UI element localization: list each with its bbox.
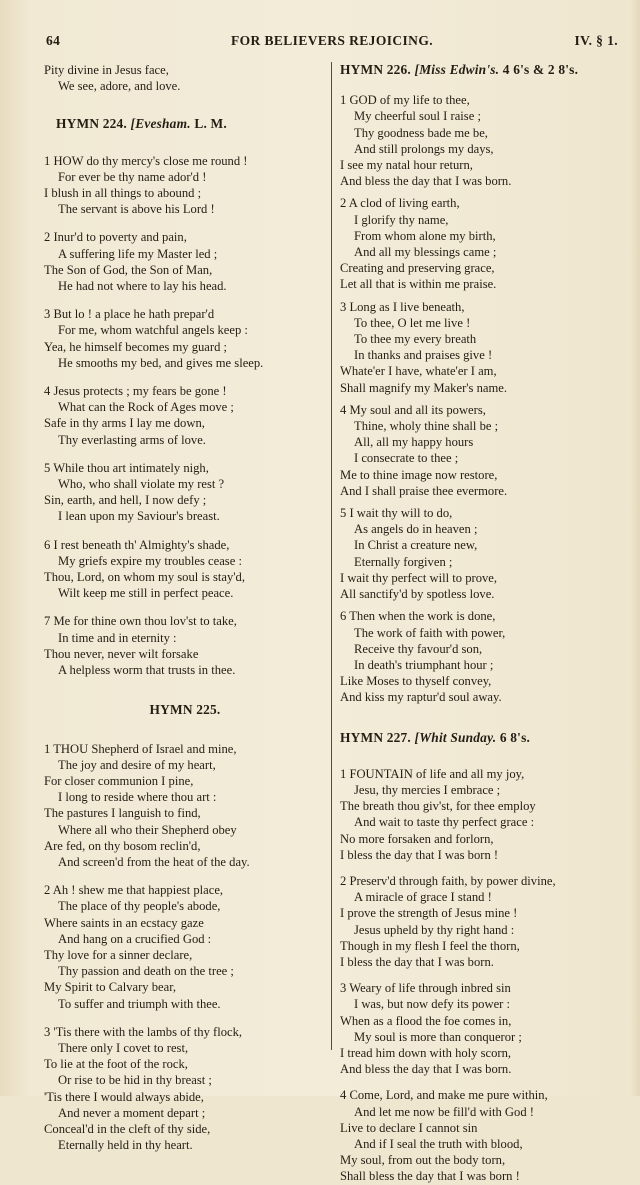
verse-line: The Son of God, the Son of Man, bbox=[44, 262, 213, 277]
verse-line: 4 Come, Lord, and make me pure within, bbox=[340, 1088, 548, 1103]
column-divider bbox=[331, 62, 332, 1050]
verse bbox=[340, 873, 626, 970]
verse-line: When as a flood the foe comes in, bbox=[340, 1013, 512, 1028]
verse-line: I bless the day that I was born. bbox=[340, 954, 494, 969]
verse bbox=[44, 229, 326, 294]
verse-line: Whate'er I have, whate'er I am, bbox=[340, 364, 497, 379]
verse bbox=[340, 1087, 626, 1184]
hymn-number: HYMN 225. bbox=[149, 702, 221, 718]
verse-line: 5 I wait thy will to do, bbox=[340, 506, 453, 521]
verse-line: For me, whom watchful angels keep : bbox=[58, 323, 248, 338]
hymn-224-heading bbox=[44, 116, 326, 132]
verse-line: I wait thy perfect will to prove, bbox=[340, 570, 498, 585]
verse-line: Creating and preserving grace, bbox=[340, 261, 495, 276]
verse-line: And kiss my raptur'd soul away. bbox=[340, 690, 502, 705]
verse bbox=[44, 882, 326, 1012]
verse-line: 3 Weary of life through inbred sin bbox=[340, 981, 511, 996]
verse-line: In time and in eternity : bbox=[58, 630, 177, 645]
tune-name: [Whit Sunday. bbox=[414, 729, 497, 745]
section-mark: IV. § 1. bbox=[574, 33, 618, 48]
verse-line: My cheerful soul I raise ; bbox=[354, 109, 481, 124]
verse-line: I consecrate to thee ; bbox=[354, 451, 459, 466]
verse-line: I bless the day that I was born ! bbox=[340, 847, 499, 862]
verse-line: 'Tis there I would always abide, bbox=[44, 1089, 204, 1104]
verse-line: Jesu, thy mercies I embrace ; bbox=[354, 782, 501, 797]
verse-line: A helpless worm that trusts in thee. bbox=[58, 663, 236, 678]
verse-line: 5 While thou art intimately nigh, bbox=[44, 460, 209, 475]
verse-line: The breath thou giv'st, for thee employ bbox=[340, 799, 536, 814]
verse-line: 1 THOU Shepherd of Israel and mine, bbox=[44, 741, 237, 756]
verse-line: And if I seal the truth with blood, bbox=[354, 1136, 523, 1151]
verse-line: My soul is more than conqueror ; bbox=[354, 1029, 522, 1044]
verse bbox=[44, 537, 326, 602]
hymn-227-heading bbox=[340, 730, 626, 746]
verse bbox=[44, 153, 326, 218]
verse-line: Where saints in an ecstacy gaze bbox=[44, 915, 204, 930]
verse-line: And screen'd from the heat of the day. bbox=[58, 854, 250, 869]
verse-line: Thine, wholy thine shall be ; bbox=[354, 419, 499, 434]
verse bbox=[340, 505, 626, 602]
verse-line: And all my blessings came ; bbox=[354, 245, 497, 260]
verse-line: Eternally held in thy heart. bbox=[58, 1138, 193, 1153]
verse-line: 3 But lo ! a place he hath prepar'd bbox=[44, 307, 215, 322]
verse-line: To thee my every breath bbox=[354, 332, 477, 347]
verse-line: 2 Inur'd to poverty and pain, bbox=[44, 230, 187, 245]
verse bbox=[340, 92, 626, 189]
verse-line: Who, who shall violate my rest ? bbox=[58, 477, 225, 492]
meter: 6 8's. bbox=[499, 729, 531, 745]
page-number: 64 bbox=[46, 33, 61, 48]
verse-line: In death's triumphant hour ; bbox=[354, 657, 494, 672]
verse bbox=[340, 766, 626, 863]
left-column bbox=[44, 60, 326, 1153]
verse-line: And still prolongs my days, bbox=[354, 141, 494, 156]
verse-line: Are fed, on thy bosom reclin'd, bbox=[44, 838, 201, 853]
verse-line: I long to reside where thou art : bbox=[58, 790, 217, 805]
verse-line: For closer communion I pine, bbox=[44, 773, 194, 788]
page-title: FOR BELIEVERS REJOICING. bbox=[230, 33, 433, 48]
tune-name: [Evesham. bbox=[130, 116, 191, 132]
verse bbox=[340, 980, 626, 1077]
verse bbox=[340, 402, 626, 499]
verse-line: And I shall praise thee evermore. bbox=[340, 483, 508, 498]
verse-line: In thanks and praises give ! bbox=[354, 348, 493, 363]
carry-over-verse bbox=[44, 62, 326, 94]
verse-line: A suffering life my Master led ; bbox=[58, 246, 218, 261]
verse-line: I lean upon my Saviour's breast. bbox=[58, 509, 220, 524]
hymn-226-heading bbox=[340, 62, 626, 78]
verse bbox=[44, 1024, 326, 1154]
verse-line: And wait to taste thy perfect grace : bbox=[354, 815, 535, 830]
verse-line: 2 Ah ! shew me that happiest place, bbox=[44, 883, 224, 898]
verse-line: Yea, he himself becomes my guard ; bbox=[44, 339, 228, 354]
verse-line: Shall magnify my Maker's name. bbox=[340, 380, 508, 395]
hymn-number: HYMN 224. bbox=[56, 116, 127, 132]
verse bbox=[44, 306, 326, 371]
verse-line: Thy love for a sinner declare, bbox=[44, 947, 193, 962]
right-column bbox=[340, 60, 626, 1185]
verse-line: I see my natal hour return, bbox=[340, 158, 473, 173]
verse-line: Thou never, never wilt forsake bbox=[44, 646, 199, 661]
verse-line: All sanctify'd by spotless love. bbox=[340, 587, 495, 602]
hymn-number: HYMN 226. bbox=[340, 62, 411, 77]
verse-line: Thy passion and death on the tree ; bbox=[58, 964, 234, 979]
verse-line: Thou, Lord, on whom my soul is stay'd, bbox=[44, 570, 245, 585]
verse-line: I prove the strength of Jesus mine ! bbox=[340, 906, 518, 921]
verse-line: To lie at the foot of the rock, bbox=[44, 1057, 188, 1072]
verse-line: What can the Rock of Ages move ; bbox=[58, 400, 234, 415]
verse-line: Safe in thy arms I lay me down, bbox=[44, 416, 205, 431]
verse-line: We see, adore, and love. bbox=[58, 79, 181, 94]
verse-line: Conceal'd in the cleft of thy side, bbox=[44, 1121, 211, 1136]
verse-line: I tread him down with holy scorn, bbox=[340, 1045, 512, 1060]
verse-line: And bless the day that I was born. bbox=[340, 1062, 512, 1077]
verse-line: Receive thy favour'd son, bbox=[354, 641, 483, 656]
verse-line: Eternally forgiven ; bbox=[354, 554, 453, 569]
verse-line: I blush in all things to abound ; bbox=[44, 186, 202, 201]
verse-line: 4 My soul and all its powers, bbox=[340, 402, 486, 417]
meter: 4 6's & 2 8's. bbox=[502, 62, 579, 77]
verse-line: Sin, earth, and hell, I now defy ; bbox=[44, 493, 207, 508]
verse-line: Like Moses to thyself convey, bbox=[340, 674, 492, 689]
verse-line: For ever be thy name ador'd ! bbox=[58, 169, 207, 184]
verse-line: Let all that is within me praise. bbox=[340, 277, 497, 292]
verse-line: 1 FOUNTAIN of life and all my joy, bbox=[340, 766, 525, 781]
verse-line: A miracle of grace I stand ! bbox=[354, 890, 492, 905]
verse-line: Thy goodness bade me be, bbox=[354, 125, 488, 140]
verse-line: Where all who their Shepherd obey bbox=[58, 822, 237, 837]
verse-line: 1 HOW do thy mercy's close me round ! bbox=[44, 153, 248, 168]
verse-line: 4 Jesus protects ; my fears be gone ! bbox=[44, 384, 227, 399]
verse bbox=[340, 608, 626, 705]
verse-line: He smooths my bed, and gives me sleep. bbox=[58, 355, 264, 370]
verse-line: 3 'Tis there with the lambs of thy flock, bbox=[44, 1024, 243, 1039]
verse bbox=[44, 613, 326, 678]
verse-line: And let me now be fill'd with God ! bbox=[354, 1104, 534, 1119]
verse-line: To thee, O let me live ! bbox=[354, 315, 471, 330]
verse-line: Jesus upheld by thy right hand : bbox=[354, 922, 515, 937]
verse-line: 6 Then when the work is done, bbox=[340, 609, 496, 624]
verse-line: There only I covet to rest, bbox=[58, 1040, 189, 1055]
verse bbox=[340, 299, 626, 396]
verse-line: In Christ a creature new, bbox=[354, 538, 478, 553]
verse bbox=[44, 460, 326, 525]
verse bbox=[44, 741, 326, 871]
verse-line: Me to thine image now restore, bbox=[340, 467, 498, 482]
verse-line: I glorify thy name, bbox=[354, 212, 449, 227]
verse-line: 1 GOD of my life to thee, bbox=[340, 93, 470, 108]
verse-line: Live to declare I cannot sin bbox=[340, 1120, 478, 1135]
verse-line: My griefs expire my troubles cease : bbox=[58, 553, 242, 568]
verse-line: Pity divine in Jesus face, bbox=[44, 63, 169, 77]
verse-line: To suffer and triumph with thee. bbox=[58, 996, 221, 1011]
meter: L. M. bbox=[194, 116, 227, 132]
verse-line: Wilt keep me still in perfect peace. bbox=[58, 586, 234, 601]
verse-line: My Spirit to Calvary bear, bbox=[44, 980, 177, 995]
verse-line: The work of faith with power, bbox=[354, 625, 506, 640]
verse-line: Though in my flesh I feel the thorn, bbox=[340, 938, 520, 953]
verse-line: 6 I rest beneath th' Almighty's shade, bbox=[44, 537, 230, 552]
verse bbox=[44, 383, 326, 448]
verse-line: 3 Long as I live beneath, bbox=[340, 299, 465, 314]
verse-line: And bless the day that I was born. bbox=[340, 174, 512, 189]
verse-line: The joy and desire of my heart, bbox=[58, 757, 216, 772]
verse-line: As angels do in heaven ; bbox=[354, 522, 478, 537]
verse bbox=[340, 195, 626, 292]
verse-line: The place of thy people's abode, bbox=[58, 899, 221, 914]
verse-line: 2 Preserv'd through faith, by power divine, bbox=[340, 873, 556, 888]
verse-line: The pastures I languish to find, bbox=[44, 806, 201, 821]
verse-line: I was, but now defy its power : bbox=[354, 997, 510, 1012]
verse-line: He had not where to lay his head. bbox=[58, 279, 227, 294]
verse-line: All, all my happy hours bbox=[354, 435, 474, 450]
verse-line: Shall bless the day that I was born ! bbox=[340, 1169, 520, 1184]
hymn-225-heading bbox=[44, 702, 326, 718]
verse-line: No more forsaken and forlorn, bbox=[340, 831, 494, 846]
hymn-number: HYMN 227. bbox=[340, 729, 411, 745]
running-header bbox=[46, 33, 618, 51]
verse-line: Thy everlasting arms of love. bbox=[58, 432, 206, 447]
verse-line: And hang on a crucified God : bbox=[58, 931, 212, 946]
tune-name: [Miss Edwin's. bbox=[414, 62, 500, 77]
verse-line: And never a moment depart ; bbox=[58, 1105, 206, 1120]
verse-line: Or rise to be hid in thy breast ; bbox=[58, 1073, 212, 1088]
verse-line: The servant is above his Lord ! bbox=[58, 202, 215, 217]
verse-line: My soul, from out the body torn, bbox=[340, 1153, 506, 1168]
verse-line: From whom alone my birth, bbox=[354, 228, 496, 243]
verse-line: 7 Me for thine own thou lov'st to take, bbox=[44, 614, 237, 629]
verse-line: 2 A clod of living earth, bbox=[340, 196, 460, 211]
